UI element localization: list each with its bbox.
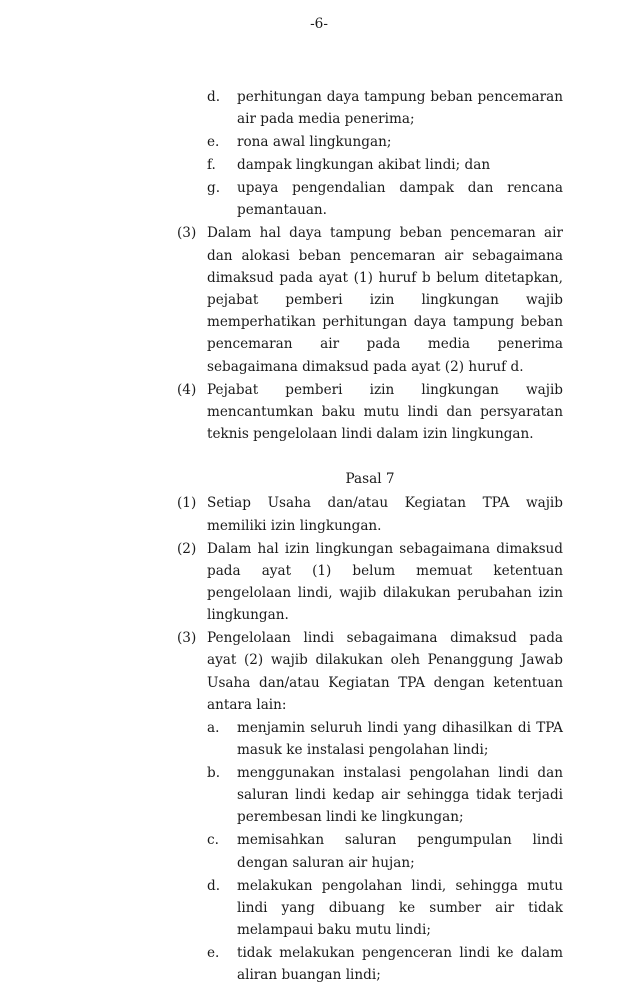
list-item-text: memisahkan saluran pengumpulan lindi dengan saluran air hujan; bbox=[237, 832, 563, 871]
list-item-g bbox=[0, 177, 638, 221]
ayat-marker: (3) bbox=[177, 630, 197, 647]
list-marker: d. bbox=[207, 89, 221, 105]
list-marker: e. bbox=[207, 134, 220, 151]
ayat-text: Setiap Usaha dan/atau Kegiatan TPA wajib memiliki izin lingkungan. bbox=[207, 495, 563, 534]
ayat-3 bbox=[0, 222, 638, 377]
list-marker: g. bbox=[207, 180, 221, 197]
list-item-text: menjamin seluruh lindi yang dihasilkan di TPA masuk ke instalasi pengolahan lindi; bbox=[237, 719, 563, 759]
page-number: -6- bbox=[310, 16, 328, 32]
pasal7-ayat-2 bbox=[0, 538, 638, 627]
ayat-4 bbox=[0, 379, 638, 446]
list-item-d bbox=[0, 86, 638, 130]
list-marker: f. bbox=[207, 157, 216, 174]
document-body bbox=[0, 86, 638, 986]
list-marker: d. bbox=[207, 877, 221, 894]
pasal-heading: Pasal 7 bbox=[345, 471, 395, 488]
ayat-marker: (1) bbox=[177, 495, 197, 512]
list-item-text: melakukan pengolahan lindi, sehingga mutu lindi yang dibuang ke sumber air tidak melampaui baku mutu lindi; bbox=[237, 877, 563, 939]
list-item-text: rona awal lingkungan; bbox=[237, 134, 392, 151]
ayat-marker: (3) bbox=[177, 225, 197, 242]
ayat-text: Pejabat pemberi izin lingkungan wajib mencantumkan baku mutu lindi dan persyaratan teknis pengelolaan lindi dalam izin lingkungan. bbox=[207, 381, 564, 443]
list-item-text: menggunakan instalasi pengolahan lindi dan saluran lindi kedap air sehingga tidak terjadi perembesan lindi ke lingkungan; bbox=[237, 765, 563, 826]
ayat-marker: (2) bbox=[177, 540, 197, 557]
ayat-marker: (4) bbox=[177, 381, 197, 398]
list-item-text: perhitungan daya tampung beban pencemaran air pada media penerima; bbox=[237, 89, 563, 128]
list-item-d2 bbox=[0, 875, 638, 942]
list-item-e bbox=[0, 131, 638, 153]
list-item-c bbox=[0, 829, 638, 873]
pasal7-ayat-3 bbox=[0, 627, 638, 716]
list-marker: e. bbox=[207, 945, 220, 962]
pasal7-ayat-1 bbox=[0, 492, 638, 536]
list-item-f bbox=[0, 154, 638, 176]
list-item-a bbox=[0, 717, 638, 761]
list-marker: c. bbox=[207, 832, 219, 849]
list-item-e2 bbox=[0, 942, 638, 986]
ayat-text: Dalam hal daya tampung beban pencemaran air dan alokasi beban pencemaran air sebagaimana dimaksud pada ayat (1) huruf b belum ditetapkan, pejabat pemberi izin lingkungan wajib memperhatikan perhitungan daya tampung beban pencemaran air pada media penerima sebagaimana dimaksud pada ayat (2) huruf d. bbox=[207, 225, 564, 375]
list-marker: b. bbox=[207, 765, 221, 782]
list-item-text: dampak lingkungan akibat lindi; dan bbox=[237, 157, 491, 174]
list-marker: a. bbox=[207, 719, 220, 736]
list-item-text: upaya pengendalian dampak dan rencana pemantauan. bbox=[237, 180, 563, 219]
ayat-text: Dalam hal izin lingkungan sebagaimana dimaksud pada ayat (1) belum memuat ketentuan pengelolaan lindi, wajib dilakukan perubahan izin lingkungan. bbox=[207, 540, 564, 624]
list-item-b bbox=[0, 762, 638, 829]
ayat-text: Pengelolaan lindi sebagaimana dimaksud pada ayat (2) wajib dilakukan oleh Penanggung Jawab Usaha dan/atau Kegiatan TPA dengan ketentuan antara lain: bbox=[207, 630, 563, 713]
list-item-text: tidak melakukan pengenceran lindi ke dalam aliran buangan lindi; bbox=[237, 945, 563, 984]
